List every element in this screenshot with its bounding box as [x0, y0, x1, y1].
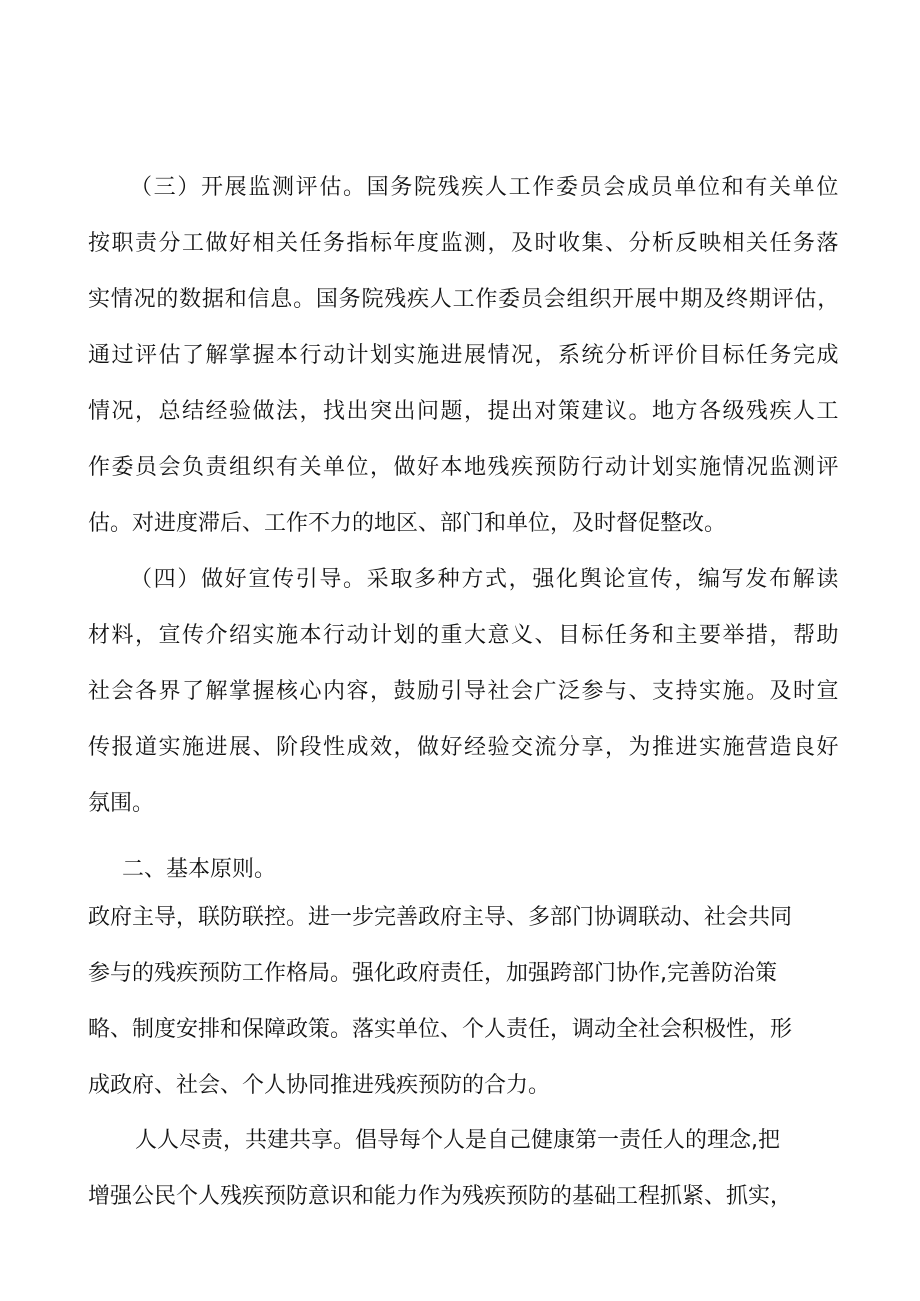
text-line: （三）开展监测评估。国务院残疾人工作委员会成员单位和有关单位 — [130, 175, 840, 200]
text-line: 氛围。 — [88, 791, 155, 816]
text-line: 估。对进度滞后、工作不力的地区、部门和单位，及时督促整改。 — [88, 511, 727, 536]
text-line: 材料，宣传介绍实施本行动计划的重大意义、目标任务和主要举措，帮助 — [88, 623, 840, 648]
text-line: 人人尽责，共建共享。倡导每个人是自己健康第一责任人的理念,把 — [135, 1128, 780, 1153]
text-line: 参与的残疾预防工作格局。强化政府责任，加强跨部门协作,完善防治策 — [88, 961, 777, 986]
text-line: 略、制度安排和保障政策。落实单位、个人责任，调动全社会积极性，形 — [88, 1017, 793, 1042]
text-line: 情况，总结经验做法，找出突出问题，提出对策建议。地方各级残疾人工 — [88, 399, 840, 424]
text-line: 成政府、社会、个人协同推进残疾预防的合力。 — [88, 1073, 551, 1098]
section-heading: 二、基本原则。 — [122, 857, 277, 882]
text-line: 政府主导，联防联控。进一步完善政府主导、多部门协调联动、社会共同 — [88, 905, 793, 930]
text-line: 增强公民个人残疾预防意识和能力作为残疾预防的基础工程抓紧、抓实， — [88, 1184, 793, 1209]
text-line: （四）做好宣传引导。采取多种方式，强化舆论宣传，编写发布解读 — [130, 567, 840, 592]
text-line: 实情况的数据和信息。国务院残疾人工作委员会组织开展中期及终期评估， — [88, 287, 840, 312]
text-line: 通过评估了解掌握本行动计划实施进展情况，系统分析评价目标任务完成 — [88, 343, 840, 368]
text-line: 传报道实施进展、阶段性成效，做好经验交流分享，为推进实施营造良好 — [88, 735, 840, 760]
text-line: 作委员会负责组织有关单位，做好本地残疾预防行动计划实施情况监测评 — [88, 455, 840, 480]
text-line: 社会各界了解掌握核心内容，鼓励引导社会广泛参与、支持实施。及时宣 — [88, 679, 840, 704]
text-line: 按职责分工做好相关任务指标年度监测，及时收集、分析反映相关任务落 — [88, 231, 840, 256]
